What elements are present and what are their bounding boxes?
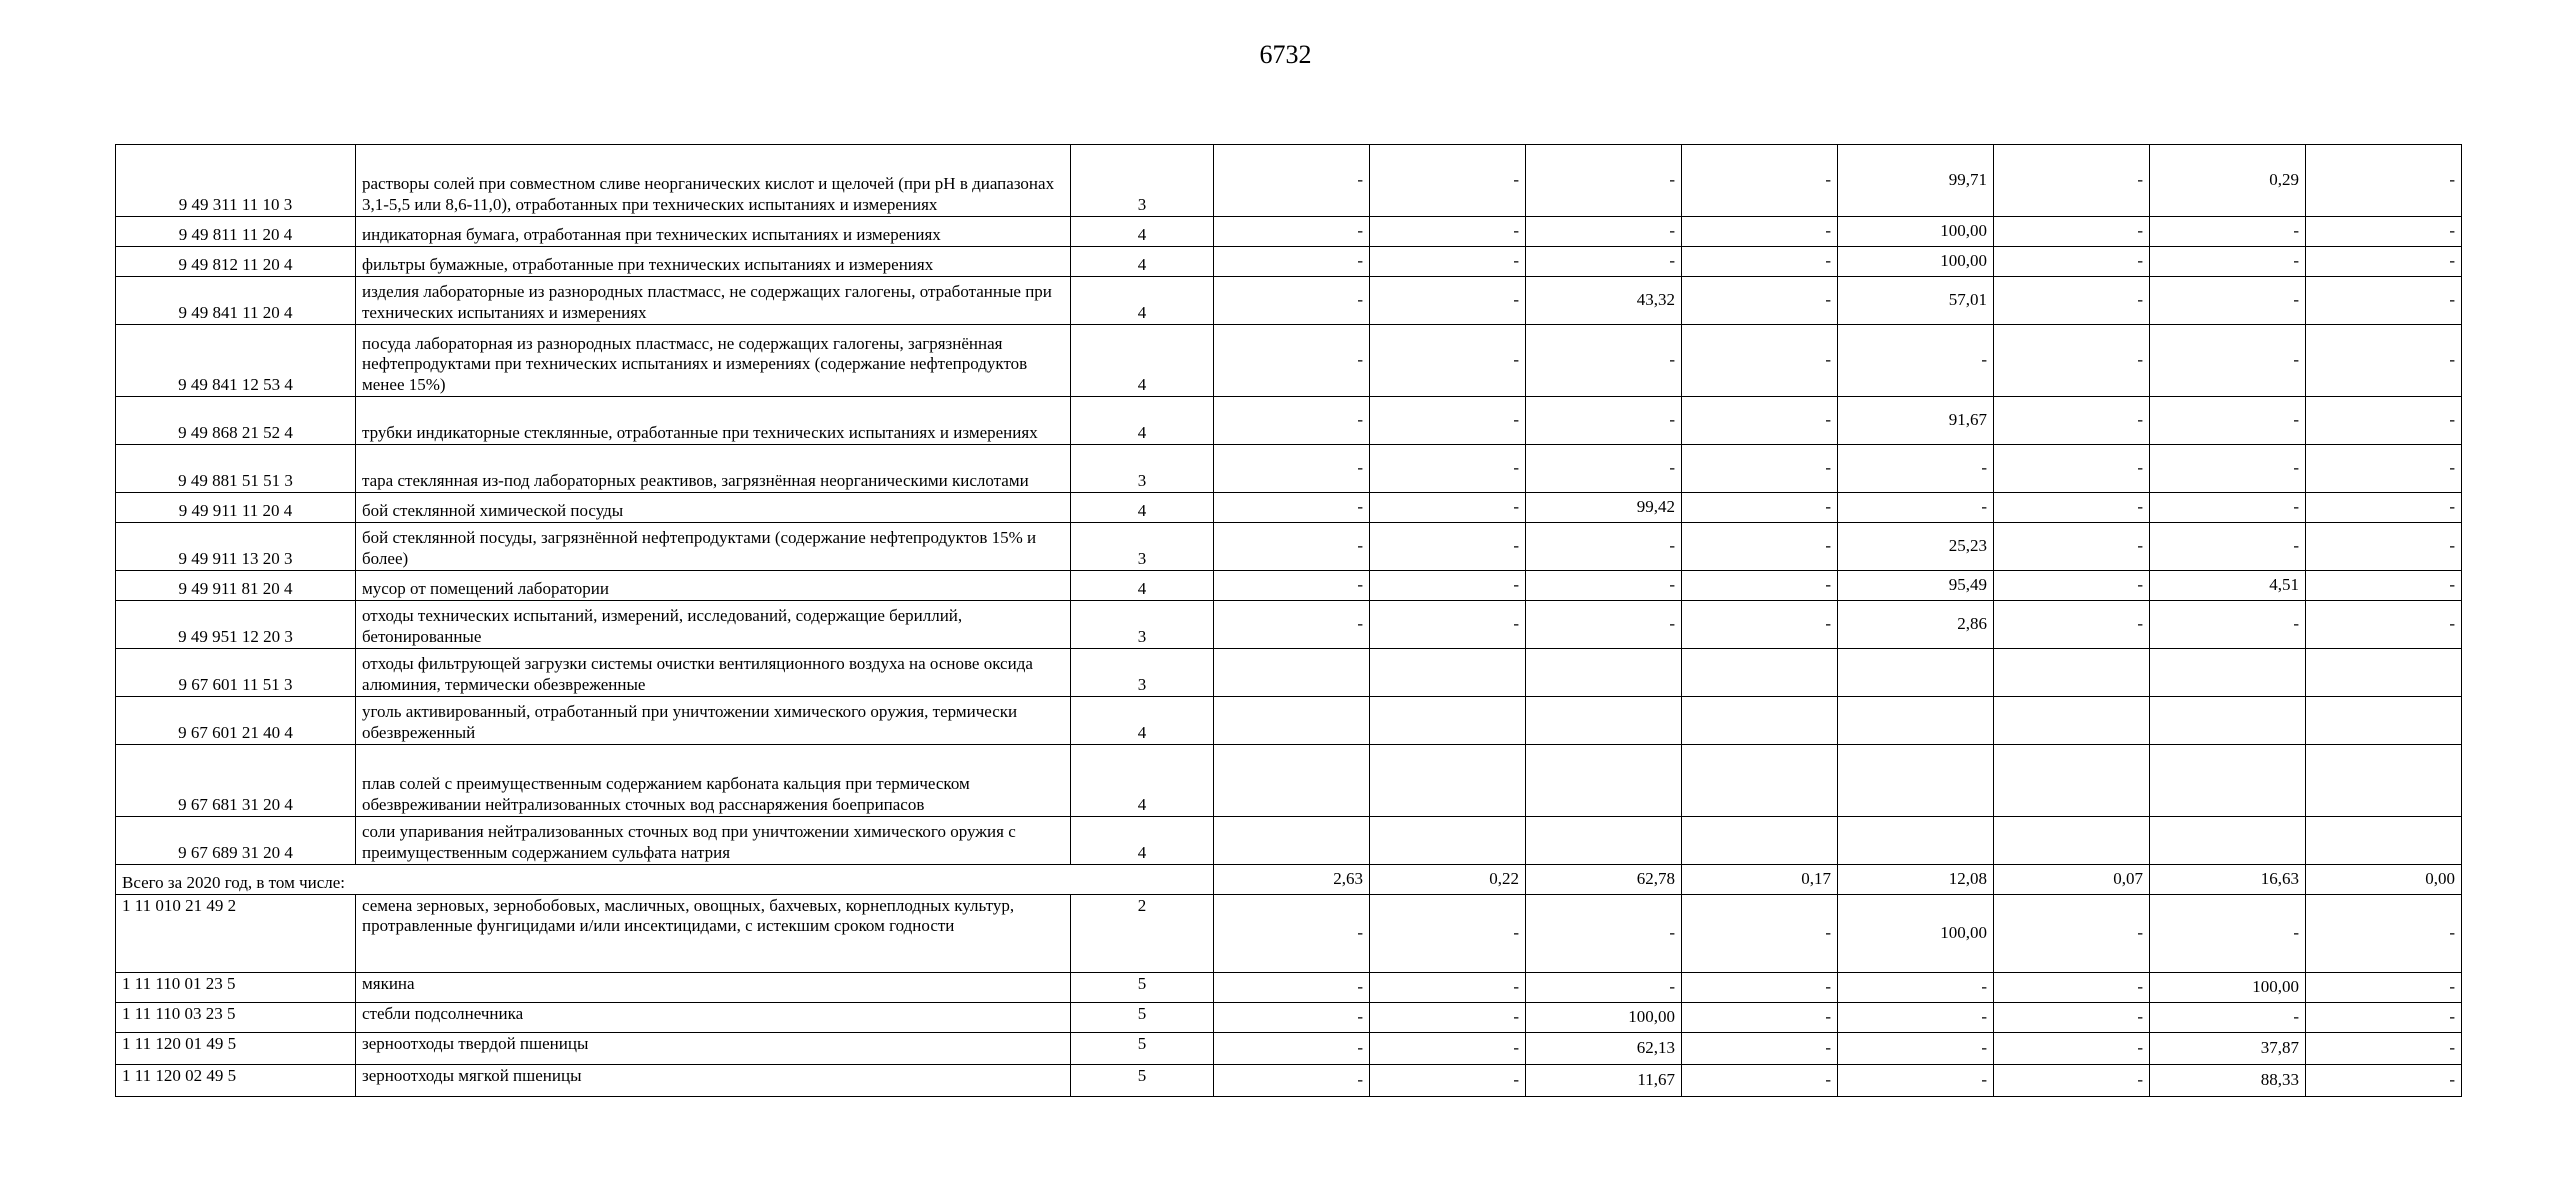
- table-row: [116, 145, 2462, 217]
- hazard-class-cell: 4: [1071, 247, 1214, 277]
- waste-code-cell: 9 67 681 31 20 4: [116, 745, 356, 817]
- value-cell: -: [1682, 493, 1838, 523]
- value-cell: -: [1682, 895, 1838, 973]
- waste-code-cell: 9 49 811 11 20 4: [116, 217, 356, 247]
- hazard-class-cell: 4: [1071, 817, 1214, 865]
- value-cell: -: [1994, 973, 2150, 1003]
- value-cell: -: [1682, 1003, 1838, 1033]
- value-cell: 2,86: [1838, 601, 1994, 649]
- waste-description-cell: бой стеклянной химической посуды: [356, 493, 1071, 523]
- value-cell: -: [1214, 523, 1370, 571]
- waste-description-cell: отходы фильтрующей загрузки системы очистки вентиляционного воздуха на основе оксида алюминия, термически обезвреженные: [356, 649, 1071, 697]
- value-cell: -: [1214, 1003, 1370, 1033]
- value-cell: -: [1838, 1065, 1994, 1097]
- value-cell: [1526, 817, 1682, 865]
- value-cell: -: [2306, 523, 2462, 571]
- value-cell: [1370, 745, 1526, 817]
- value-cell: -: [1838, 445, 1994, 493]
- value-cell: [2150, 745, 2306, 817]
- table-row: [116, 523, 2462, 571]
- value-cell: [1994, 745, 2150, 817]
- value-cell: -: [1214, 397, 1370, 445]
- value-cell: -: [2306, 1003, 2462, 1033]
- waste-description-cell: отходы технических испытаний, измерений, исследований, содержащие бериллий, бетонированные: [356, 601, 1071, 649]
- total-value-cell: 0,22: [1370, 865, 1526, 895]
- value-cell: -: [1994, 1003, 2150, 1033]
- waste-table-container: [115, 144, 2461, 1097]
- value-cell: -: [1994, 523, 2150, 571]
- value-cell: -: [2150, 445, 2306, 493]
- waste-code-cell: 9 67 601 11 51 3: [116, 649, 356, 697]
- hazard-class-cell: 3: [1071, 649, 1214, 697]
- waste-description-cell: зерноотходы твердой пшеницы: [356, 1033, 1071, 1065]
- hazard-class-cell: 3: [1071, 445, 1214, 493]
- value-cell: -: [1370, 217, 1526, 247]
- value-cell: -: [1838, 1033, 1994, 1065]
- value-cell: -: [2306, 445, 2462, 493]
- total-value-cell: 62,78: [1526, 865, 1682, 895]
- value-cell: -: [1994, 571, 2150, 601]
- total-label-cell: Всего за 2020 год, в том числе:: [116, 865, 1071, 895]
- value-cell: [1526, 697, 1682, 745]
- waste-code-cell: 9 49 812 11 20 4: [116, 247, 356, 277]
- value-cell: -: [2306, 1065, 2462, 1097]
- waste-code-cell: 9 49 841 12 53 4: [116, 325, 356, 397]
- waste-code-cell: 9 49 868 21 52 4: [116, 397, 356, 445]
- value-cell: -: [1214, 493, 1370, 523]
- value-cell: [1682, 649, 1838, 697]
- hazard-class-cell: 2: [1071, 895, 1214, 973]
- value-cell: [1994, 817, 2150, 865]
- value-cell: 99,42: [1526, 493, 1682, 523]
- value-cell: -: [1994, 277, 2150, 325]
- value-cell: -: [1370, 1003, 1526, 1033]
- value-cell: -: [1370, 973, 1526, 1003]
- value-cell: 11,67: [1526, 1065, 1682, 1097]
- table-row: [116, 325, 2462, 397]
- value-cell: -: [1526, 895, 1682, 973]
- table-row: [116, 649, 2462, 697]
- waste-description-cell: зерноотходы мягкой пшеницы: [356, 1065, 1071, 1097]
- hazard-class-cell: 4: [1071, 277, 1214, 325]
- value-cell: -: [2306, 325, 2462, 397]
- table-row: [116, 745, 2462, 817]
- value-cell: -: [1370, 493, 1526, 523]
- value-cell: -: [1370, 1033, 1526, 1065]
- waste-description-cell: растворы солей при совместном сливе неорганических кислот и щелочей (при рН в диапазонах 3,1-5,5 или 8,6-11,0), отработанных при технических испытаниях и измерениях: [356, 145, 1071, 217]
- waste-description-cell: фильтры бумажные, отработанные при технических испытаниях и измерениях: [356, 247, 1071, 277]
- value-cell: 100,00: [2150, 973, 2306, 1003]
- value-cell: -: [1526, 217, 1682, 247]
- value-cell: -: [2306, 397, 2462, 445]
- hazard-class-cell: 3: [1071, 145, 1214, 217]
- value-cell: -: [1526, 145, 1682, 217]
- value-cell: -: [1214, 895, 1370, 973]
- value-cell: -: [2150, 493, 2306, 523]
- hazard-class-cell: 3: [1071, 523, 1214, 571]
- table-row: [116, 397, 2462, 445]
- value-cell: -: [1682, 277, 1838, 325]
- value-cell: -: [1682, 445, 1838, 493]
- value-cell: 100,00: [1838, 895, 1994, 973]
- table-row: [116, 1065, 2462, 1097]
- value-cell: [2306, 697, 2462, 745]
- waste-code-cell: 9 49 911 13 20 3: [116, 523, 356, 571]
- value-cell: -: [2306, 973, 2462, 1003]
- value-cell: 91,67: [1838, 397, 1994, 445]
- value-cell: -: [1838, 493, 1994, 523]
- value-cell: -: [1682, 145, 1838, 217]
- value-cell: -: [1526, 601, 1682, 649]
- waste-description-cell: стебли подсолнечника: [356, 1003, 1071, 1033]
- value-cell: -: [1526, 325, 1682, 397]
- waste-code-cell: 9 49 311 11 10 3: [116, 145, 356, 217]
- hazard-class-cell: 4: [1071, 697, 1214, 745]
- value-cell: [1838, 745, 1994, 817]
- waste-code-cell: 1 11 110 01 23 5: [116, 973, 356, 1003]
- page-number: 6732: [1259, 40, 1312, 69]
- value-cell: -: [1214, 1065, 1370, 1097]
- value-cell: -: [1370, 397, 1526, 445]
- value-cell: -: [2306, 217, 2462, 247]
- value-cell: [2150, 697, 2306, 745]
- table-row: [116, 571, 2462, 601]
- value-cell: [2150, 817, 2306, 865]
- value-cell: -: [1526, 397, 1682, 445]
- hazard-class-cell: 4: [1071, 217, 1214, 247]
- waste-description-cell: бой стеклянной посуды, загрязнённой нефтепродуктами (содержание нефтепродуктов 15% и более): [356, 523, 1071, 571]
- value-cell: -: [1682, 601, 1838, 649]
- value-cell: 62,13: [1526, 1033, 1682, 1065]
- value-cell: -: [1682, 217, 1838, 247]
- hazard-class-cell: 4: [1071, 745, 1214, 817]
- hazard-class-cell: 3: [1071, 601, 1214, 649]
- value-cell: -: [2150, 247, 2306, 277]
- value-cell: -: [1214, 145, 1370, 217]
- table-row: [116, 247, 2462, 277]
- value-cell: [1682, 697, 1838, 745]
- total-value-cell: 0,17: [1682, 865, 1838, 895]
- value-cell: [1526, 649, 1682, 697]
- waste-code-cell: 9 67 601 21 40 4: [116, 697, 356, 745]
- value-cell: 99,71: [1838, 145, 1994, 217]
- value-cell: -: [2150, 217, 2306, 247]
- value-cell: -: [1682, 325, 1838, 397]
- value-cell: -: [1682, 523, 1838, 571]
- value-cell: -: [1526, 571, 1682, 601]
- waste-table: [115, 144, 2462, 1097]
- value-cell: 43,32: [1526, 277, 1682, 325]
- value-cell: -: [1370, 145, 1526, 217]
- table-row: [116, 973, 2462, 1003]
- waste-code-cell: 9 49 881 51 51 3: [116, 445, 356, 493]
- value-cell: [1682, 745, 1838, 817]
- value-cell: [1838, 649, 1994, 697]
- value-cell: -: [2150, 601, 2306, 649]
- hazard-class-cell: 5: [1071, 973, 1214, 1003]
- value-cell: [1682, 817, 1838, 865]
- waste-code-cell: 1 11 110 03 23 5: [116, 1003, 356, 1033]
- value-cell: -: [1370, 277, 1526, 325]
- value-cell: -: [1994, 217, 2150, 247]
- value-cell: 37,87: [2150, 1033, 2306, 1065]
- value-cell: [2306, 745, 2462, 817]
- waste-code-cell: 9 49 911 81 20 4: [116, 571, 356, 601]
- total-row: [116, 865, 2462, 895]
- value-cell: -: [1994, 1065, 2150, 1097]
- table-row: [116, 1033, 2462, 1065]
- value-cell: [1526, 745, 1682, 817]
- value-cell: [1214, 745, 1370, 817]
- value-cell: -: [1214, 1033, 1370, 1065]
- value-cell: -: [1526, 523, 1682, 571]
- waste-description-cell: плав солей с преимущественным содержанием карбоната кальция при термическом обезвреживании нейтрализованных сточных вод расснаряжения боеприпасов: [356, 745, 1071, 817]
- value-cell: 57,01: [1838, 277, 1994, 325]
- value-cell: 100,00: [1526, 1003, 1682, 1033]
- waste-code-cell: 9 49 911 11 20 4: [116, 493, 356, 523]
- waste-description-cell: соли упаривания нейтрализованных сточных вод при уничтожении химического оружия с преимущественным содержанием сульфата натрия: [356, 817, 1071, 865]
- value-cell: -: [2306, 277, 2462, 325]
- waste-description-cell: изделия лабораторные из разнородных пластмасс, не содержащих галогены, отработанные при технических испытаниях и измерениях: [356, 277, 1071, 325]
- value-cell: -: [1994, 145, 2150, 217]
- waste-code-cell: 1 11 120 01 49 5: [116, 1033, 356, 1065]
- total-value-cell: 0,07: [1994, 865, 2150, 895]
- value-cell: -: [1682, 397, 1838, 445]
- waste-description-cell: трубки индикаторные стеклянные, отработанные при технических испытаниях и измерениях: [356, 397, 1071, 445]
- waste-code-cell: 9 49 841 11 20 4: [116, 277, 356, 325]
- value-cell: 25,23: [1838, 523, 1994, 571]
- value-cell: -: [1214, 571, 1370, 601]
- value-cell: 100,00: [1838, 247, 1994, 277]
- value-cell: -: [1994, 493, 2150, 523]
- value-cell: 88,33: [2150, 1065, 2306, 1097]
- waste-code-cell: 9 67 689 31 20 4: [116, 817, 356, 865]
- value-cell: -: [2306, 571, 2462, 601]
- value-cell: -: [1994, 895, 2150, 973]
- value-cell: -: [1370, 895, 1526, 973]
- value-cell: -: [1682, 1065, 1838, 1097]
- value-cell: -: [1682, 571, 1838, 601]
- total-value-cell: 12,08: [1838, 865, 1994, 895]
- value-cell: -: [1526, 247, 1682, 277]
- value-cell: 100,00: [1838, 217, 1994, 247]
- table-row: [116, 277, 2462, 325]
- total-value-cell: 0,00: [2306, 865, 2462, 895]
- value-cell: -: [2150, 277, 2306, 325]
- table-row: [116, 697, 2462, 745]
- value-cell: -: [1526, 445, 1682, 493]
- value-cell: -: [2306, 895, 2462, 973]
- table-row: [116, 217, 2462, 247]
- hazard-class-cell: 4: [1071, 571, 1214, 601]
- total-blank-cell: [1071, 865, 1214, 895]
- value-cell: -: [1526, 973, 1682, 1003]
- waste-description-cell: индикаторная бумага, отработанная при технических испытаниях и измерениях: [356, 217, 1071, 247]
- value-cell: -: [1994, 1033, 2150, 1065]
- value-cell: [1994, 649, 2150, 697]
- value-cell: -: [2306, 247, 2462, 277]
- value-cell: -: [1994, 247, 2150, 277]
- value-cell: -: [1214, 325, 1370, 397]
- value-cell: -: [1838, 973, 1994, 1003]
- hazard-class-cell: 5: [1071, 1033, 1214, 1065]
- value-cell: -: [2306, 601, 2462, 649]
- value-cell: [1370, 697, 1526, 745]
- hazard-class-cell: 5: [1071, 1065, 1214, 1097]
- value-cell: -: [2306, 1033, 2462, 1065]
- value-cell: [1370, 817, 1526, 865]
- value-cell: -: [1994, 601, 2150, 649]
- table-row: [116, 817, 2462, 865]
- value-cell: -: [1214, 277, 1370, 325]
- total-value-cell: 2,63: [1214, 865, 1370, 895]
- value-cell: -: [2150, 895, 2306, 973]
- hazard-class-cell: 4: [1071, 325, 1214, 397]
- value-cell: [1214, 817, 1370, 865]
- value-cell: 0,29: [2150, 145, 2306, 217]
- value-cell: -: [1370, 445, 1526, 493]
- value-cell: [2306, 649, 2462, 697]
- value-cell: -: [1682, 1033, 1838, 1065]
- value-cell: -: [2306, 145, 2462, 217]
- value-cell: [2306, 817, 2462, 865]
- table-row: [116, 895, 2462, 973]
- value-cell: 95,49: [1838, 571, 1994, 601]
- value-cell: -: [1994, 445, 2150, 493]
- hazard-class-cell: 4: [1071, 397, 1214, 445]
- waste-code-cell: 1 11 120 02 49 5: [116, 1065, 356, 1097]
- value-cell: -: [1682, 247, 1838, 277]
- table-row: [116, 1003, 2462, 1033]
- value-cell: 4,51: [2150, 571, 2306, 601]
- value-cell: -: [1214, 247, 1370, 277]
- value-cell: -: [1838, 1003, 1994, 1033]
- value-cell: -: [1370, 1065, 1526, 1097]
- value-cell: -: [1370, 523, 1526, 571]
- value-cell: -: [1214, 601, 1370, 649]
- value-cell: -: [1370, 571, 1526, 601]
- value-cell: -: [1682, 973, 1838, 1003]
- value-cell: -: [2306, 493, 2462, 523]
- value-cell: [1838, 697, 1994, 745]
- waste-table-body: [116, 145, 2462, 1097]
- value-cell: [1214, 649, 1370, 697]
- table-row: [116, 601, 2462, 649]
- waste-description-cell: тара стеклянная из-под лабораторных реактивов, загрязнённая неорганическими кислотами: [356, 445, 1071, 493]
- value-cell: -: [2150, 523, 2306, 571]
- hazard-class-cell: 5: [1071, 1003, 1214, 1033]
- value-cell: -: [1370, 247, 1526, 277]
- hazard-class-cell: 4: [1071, 493, 1214, 523]
- waste-description-cell: мусор от помещений лаборатории: [356, 571, 1071, 601]
- value-cell: -: [1370, 601, 1526, 649]
- value-cell: -: [2150, 397, 2306, 445]
- value-cell: [1838, 817, 1994, 865]
- waste-description-cell: мякина: [356, 973, 1071, 1003]
- total-value-cell: 16,63: [2150, 865, 2306, 895]
- value-cell: -: [1370, 325, 1526, 397]
- value-cell: -: [1214, 445, 1370, 493]
- waste-code-cell: 9 49 951 12 20 3: [116, 601, 356, 649]
- waste-description-cell: уголь активированный, отработанный при уничтожении химического оружия, термически обезвреженный: [356, 697, 1071, 745]
- value-cell: -: [2150, 325, 2306, 397]
- table-row: [116, 445, 2462, 493]
- value-cell: -: [1838, 325, 1994, 397]
- waste-code-cell: 1 11 010 21 49 2: [116, 895, 356, 973]
- value-cell: -: [1994, 325, 2150, 397]
- value-cell: [1214, 697, 1370, 745]
- value-cell: [2150, 649, 2306, 697]
- table-row: [116, 493, 2462, 523]
- waste-description-cell: посуда лабораторная из разнородных пластмасс, не содержащих галогены, загрязнённая нефтепродуктами при технических испытаниях и измерениях (содержание нефтепродуктов менее 15%): [356, 325, 1071, 397]
- waste-description-cell: семена зерновых, зернобобовых, масличных, овощных, бахчевых, корнеплодных культур, протравленные фунгицидами и/или инсектицидами, с истекшим сроком годности: [356, 895, 1071, 973]
- value-cell: -: [1994, 397, 2150, 445]
- value-cell: [1994, 697, 2150, 745]
- value-cell: [1370, 649, 1526, 697]
- value-cell: -: [2150, 1003, 2306, 1033]
- value-cell: -: [1214, 973, 1370, 1003]
- value-cell: -: [1214, 217, 1370, 247]
